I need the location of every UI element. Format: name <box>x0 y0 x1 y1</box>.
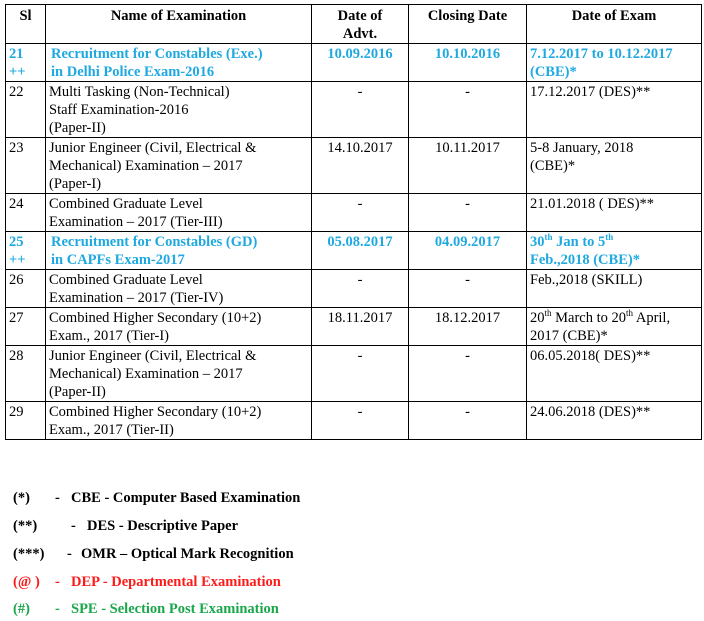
legend-text: DEP - Departmental Examination <box>71 574 281 590</box>
cell-exam-date <box>527 232 702 270</box>
header-advt <box>312 5 409 44</box>
exam-name-line: Examination – 2017 (Tier-IV) <box>49 290 224 306</box>
cell-sl <box>6 82 46 138</box>
exam-name-line: Combined Higher Secondary (10+2) <box>49 310 262 326</box>
legend-item <box>13 518 238 535</box>
legend-symbol: (**) <box>13 518 38 534</box>
table-row <box>6 232 702 270</box>
sl-number: 29 <box>9 404 24 420</box>
cell-closing-date: 10.10.2016 <box>409 44 527 82</box>
sl-number: 23 <box>9 140 24 156</box>
exam-name-line: Exam., 2017 (Tier-I) <box>49 328 169 344</box>
legend-symbol: (***) <box>13 546 45 562</box>
legend-text: SPE - Selection Post Examination <box>71 601 279 617</box>
exam-date-line: 06.05.2018( DES)** <box>530 348 651 364</box>
table-body <box>6 44 702 440</box>
cell-exam-date <box>527 194 702 232</box>
cell-exam-date <box>527 402 702 440</box>
cell-advt-date: - <box>312 194 409 232</box>
exam-date-line: (CBE)* <box>530 64 577 80</box>
table-row <box>6 82 702 138</box>
table-row <box>6 346 702 402</box>
cell-sl <box>6 270 46 308</box>
legend-separator: - <box>67 546 72 562</box>
header-sl: Sl <box>6 5 46 44</box>
cell-exam-name <box>46 346 312 402</box>
legend-text: DES - Descriptive Paper <box>87 518 239 534</box>
cell-advt-date: 10.09.2016 <box>312 44 409 82</box>
table-row <box>6 138 702 194</box>
exam-name-line: Mechanical) Examination – 2017 <box>49 366 243 382</box>
cell-advt-date: - <box>312 346 409 402</box>
legend-separator: - <box>55 601 60 617</box>
table-row <box>6 270 702 308</box>
sl-mark: ++ <box>9 252 26 268</box>
exam-date-line: 20th March to 20th April, <box>530 308 671 326</box>
exam-date-line: Feb.,2018 (SKILL) <box>530 272 643 288</box>
cell-sl <box>6 194 46 232</box>
cell-closing-date: 04.09.2017 <box>409 232 527 270</box>
table-row <box>6 44 702 82</box>
sl-number: 28 <box>9 348 24 364</box>
legend-symbol: (@ ) <box>13 574 40 590</box>
cell-closing-date: 18.12.2017 <box>409 308 527 346</box>
legend-separator: - <box>55 574 60 590</box>
exam-name-line: in Delhi Police Exam-2016 <box>51 64 215 80</box>
cell-exam-name <box>46 270 312 308</box>
cell-exam-name <box>46 194 312 232</box>
cell-advt-date: 05.08.2017 <box>312 232 409 270</box>
exam-date-line: 17.12.2017 (DES)** <box>530 84 651 100</box>
header-name: Name of Examination <box>46 5 312 44</box>
exam-date-line: (CBE)* <box>530 158 576 174</box>
header-closing: Closing Date <box>409 5 527 44</box>
header-exam: Date of Exam <box>527 5 702 44</box>
cell-exam-name <box>46 44 312 82</box>
exam-name-line: Recruitment for Constables (GD) <box>51 234 258 250</box>
header-advt-line2: Advt. <box>342 26 378 42</box>
cell-exam-date <box>527 44 702 82</box>
cell-exam-name <box>46 82 312 138</box>
exam-date-line: 30th Jan to 5th <box>530 232 614 250</box>
exam-name-line: (Paper-I) <box>49 176 102 192</box>
sl-number: 26 <box>9 272 24 288</box>
header-advt-line1: Date of <box>337 8 383 24</box>
legend-separator: - <box>55 490 60 506</box>
exam-date-line: 7.12.2017 to 10.12.2017 <box>530 46 673 62</box>
exam-name-line: (Paper-II) <box>49 120 106 136</box>
sl-number: 25 <box>9 234 24 250</box>
cell-advt-date: 18.11.2017 <box>312 308 409 346</box>
cell-exam-date <box>527 82 702 138</box>
sl-number: 27 <box>9 310 24 326</box>
table-row <box>6 402 702 440</box>
legend-symbol: (#) <box>13 601 30 617</box>
sl-number: 24 <box>9 196 24 212</box>
cell-closing-date: - <box>409 402 527 440</box>
table-row <box>6 194 702 232</box>
cell-exam-date <box>527 308 702 346</box>
cell-closing-date: - <box>409 82 527 138</box>
exam-name-line: Combined Graduate Level <box>49 272 203 288</box>
exam-name-line: Multi Tasking (Non-Technical) <box>49 84 230 100</box>
cell-exam-name <box>46 402 312 440</box>
cell-advt-date: 14.10.2017 <box>312 138 409 194</box>
exam-date-line: 5-8 January, 2018 <box>530 140 634 156</box>
exam-name-line: Recruitment for Constables (Exe.) <box>51 46 263 62</box>
cell-closing-date: - <box>409 270 527 308</box>
exam-date-line: 2017 (CBE)* <box>530 328 608 344</box>
cell-sl <box>6 232 46 270</box>
exam-name-line: Combined Graduate Level <box>49 196 203 212</box>
cell-sl <box>6 308 46 346</box>
exam-name-line: Mechanical) Examination – 2017 <box>49 158 243 174</box>
sl-number: 21 <box>9 46 24 62</box>
legend-item <box>13 601 279 618</box>
cell-sl <box>6 44 46 82</box>
table-row <box>6 308 702 346</box>
exam-name-line: Combined Higher Secondary (10+2) <box>49 404 262 420</box>
legend-item <box>13 546 294 563</box>
sl-mark: ++ <box>9 64 26 80</box>
exam-name-line: Junior Engineer (Civil, Electrical & <box>49 140 257 156</box>
exam-schedule-table <box>5 4 702 440</box>
cell-exam-name <box>46 138 312 194</box>
cell-closing-date: - <box>409 194 527 232</box>
cell-exam-date <box>527 138 702 194</box>
cell-exam-date <box>527 270 702 308</box>
legend-separator: - <box>71 518 76 534</box>
cell-exam-name <box>46 232 312 270</box>
sl-number: 22 <box>9 84 24 100</box>
exam-name-line: (Paper-II) <box>49 384 106 400</box>
legend-item <box>13 490 300 507</box>
cell-exam-name <box>46 308 312 346</box>
cell-sl <box>6 402 46 440</box>
legend-item <box>13 574 281 591</box>
exam-name-line: Exam., 2017 (Tier-II) <box>49 422 174 438</box>
cell-exam-date <box>527 346 702 402</box>
exam-date-line: 21.01.2018 ( DES)** <box>530 196 655 212</box>
legend-symbol: (*) <box>13 490 30 506</box>
exam-date-line: 24.06.2018 (DES)** <box>530 404 651 420</box>
exam-name-line: Examination – 2017 (Tier-III) <box>49 214 223 230</box>
cell-advt-date: - <box>312 402 409 440</box>
legend-text: OMR – Optical Mark Recognition <box>81 546 294 562</box>
cell-sl <box>6 346 46 402</box>
legend-text: CBE - Computer Based Examination <box>71 490 301 506</box>
exam-name-line: in CAPFs Exam-2017 <box>51 252 185 268</box>
cell-sl <box>6 138 46 194</box>
exam-date-line: Feb.,2018 (CBE)* <box>530 252 640 268</box>
exam-name-line: Junior Engineer (Civil, Electrical & <box>49 348 257 364</box>
cell-closing-date: 10.11.2017 <box>409 138 527 194</box>
exam-name-line: Staff Examination-2016 <box>49 102 189 118</box>
table-header-row <box>6 5 702 44</box>
cell-advt-date: - <box>312 82 409 138</box>
cell-closing-date: - <box>409 346 527 402</box>
cell-advt-date: - <box>312 270 409 308</box>
